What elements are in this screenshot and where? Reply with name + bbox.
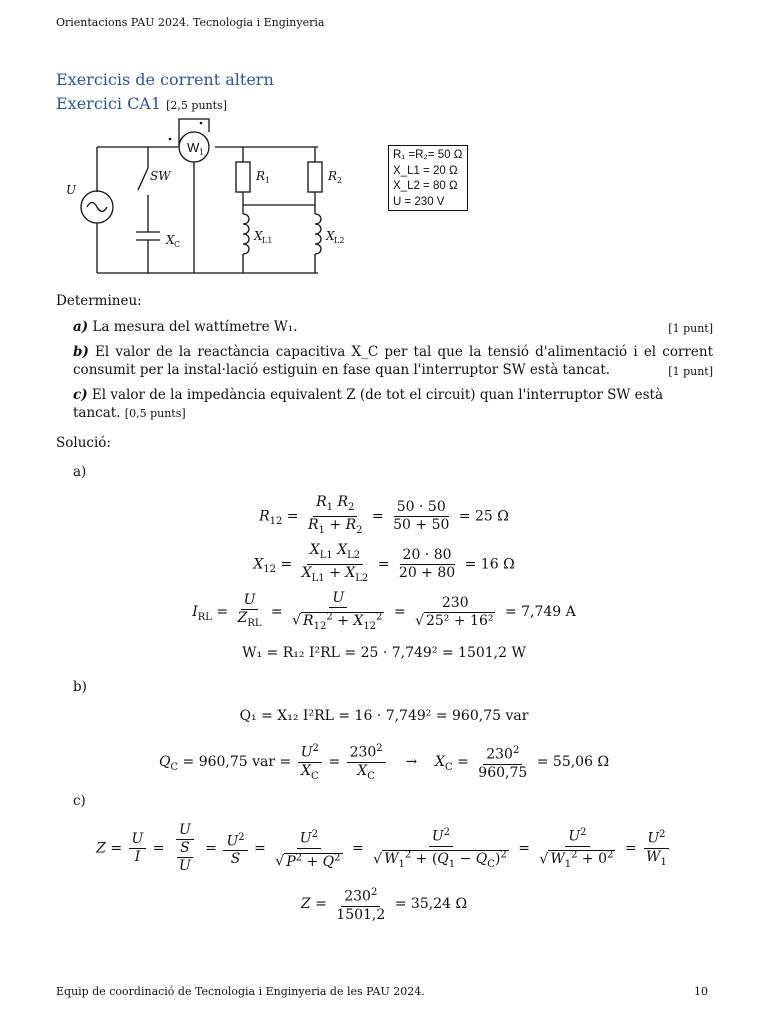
l2-label-sub: L2: [334, 236, 345, 245]
circuit-diagram: [60, 110, 360, 280]
given-xl1: X_L1 = 20 Ω: [393, 164, 458, 177]
capacitor-symbol: [136, 232, 160, 240]
x12-result: = 16 Ω: [464, 556, 515, 573]
resistor-r1: [236, 162, 250, 192]
switch-label: SW: [150, 169, 171, 183]
task-item-c: [73, 386, 713, 423]
equation-z-derivation: Z = $\frac{U}{I}$ = $\frac{U}{\frac{S}{U}}$ = $\frac{U^2}{S}$ = $\frac{U^2}{√ P^2 + Q^2}$ = $\frac{U^2}{√ W_1^2 + (Q_1 - Q_C)^2}$ = $\frac{U^2}{√ W_1^2 + 0^2}$ = $\frac{U^2}{W_1}$: [96, 822, 667, 874]
exercise-points: [2,5 punts]: [166, 99, 227, 112]
task-a-text: La mesura del wattímetre W₁.: [92, 319, 298, 335]
resistor-r2: [308, 162, 322, 192]
capacitor-label-sub: C: [174, 240, 181, 249]
given-r: R₁ =R₂= 50 Ω: [393, 149, 463, 161]
part-a-label: a): [73, 464, 87, 480]
equation-w1: W₁ = R₁₂ I²RL = 25 · 7,749² = 1501,2 W: [242, 645, 526, 661]
equation-z-result: Z = $\frac{230^2}{1501,2}$ = 35,24 Ω: [0, 884, 768, 924]
task-a-letter: a): [73, 319, 89, 335]
task-item-a: [73, 318, 713, 336]
wattmeter-label-sub: 1: [199, 148, 205, 157]
capacitor-label: X: [166, 233, 175, 247]
solution-title: Solució:: [56, 435, 111, 451]
r1-label: R: [256, 169, 266, 183]
wattmeter-label: W: [187, 140, 200, 155]
task-item-b: [73, 343, 713, 379]
task-intro: Determineu:: [56, 293, 142, 309]
task-b-letter: b): [73, 344, 89, 360]
equation-r12: $R_{12}$ = $\frac{R_1 R_2}{R_1 + R_2}$ = $\frac{50 \cdot 50}{50 + 50}$ = 25 Ω: [259, 494, 509, 536]
exercise-title-text: Exercici CA1: [56, 94, 162, 113]
page-number: 10: [694, 985, 708, 998]
l1-label-sub: L1: [262, 236, 273, 245]
source-label: U: [66, 183, 77, 197]
r2-label-sub: 2: [337, 176, 343, 185]
given-u: U = 230 V: [393, 195, 445, 208]
task-b-points: [1 punt]: [668, 365, 713, 378]
r2-label: R: [328, 169, 338, 183]
page-header: Orientacions PAU 2024. Tecnologia i Enginyeria: [56, 16, 325, 29]
task-c-text: El valor de la impedància equivalent Z (de tot el circuit) quan l'interruptor SW està tancat.: [73, 387, 663, 421]
footer-text: Equip de coordinació de Tecnologia i Enginyeria de les PAU 2024.: [56, 985, 425, 998]
switch-blade: [138, 168, 148, 190]
l1-label: X: [254, 229, 263, 243]
part-b-label: b): [73, 679, 87, 695]
task-c-points: [0,5 punts]: [124, 407, 186, 420]
irl-result: = 7,749 A: [504, 604, 576, 621]
inductor-l1: [243, 214, 249, 254]
task-b-text: El valor de la reactància capacitiva X_C per tal que la tensió d'alimentació i el corrent consumit per la instal·lació estiguin en fase quan l'interruptor SW està tancat.: [73, 344, 713, 378]
ac-wave-icon: [87, 203, 107, 212]
l2-label: X: [326, 229, 335, 243]
task-a-points: [1 punt]: [668, 322, 713, 335]
given-values-box: [388, 145, 468, 211]
inductor-l2: [315, 214, 321, 254]
section-title: Exercicis de corrent altern: [56, 70, 274, 89]
z-result: = 35,24 Ω: [394, 895, 468, 912]
part-c-label: c): [73, 793, 86, 809]
given-xl2: X_L2 = 80 Ω: [393, 180, 458, 192]
equation-xc: $Q_C = 960,75$ var = $\frac{U^2}{X_C}$ = $\frac{230^2}{X_C}$ → $X_C$ = $\frac{230^2}{960,75}$ = 55,06 Ω: [0, 740, 768, 784]
equation-q1: Q₁ = X₁₂ I²RL = 16 · 7,749² = 960,75 var: [239, 708, 529, 724]
r12-result: = 25 Ω: [458, 508, 509, 525]
equation-x12: $X_{12}$ = $\frac{X_{L1} X_{L2}}{X_{L1} + X_{L2}}$ = $\frac{20 \cdot 80}{20 + 80}$ = 16 Ω: [253, 542, 515, 584]
r1-label-sub: 1: [265, 176, 271, 185]
xc-result: = 55,06 Ω: [536, 754, 610, 771]
task-c-letter: c): [73, 387, 88, 403]
equation-irl: $I_{RL}$ = $\frac{U}{Z_{RL}}$ = $\frac{U}{√ R_{12}^2 + X_{12}^2}$ = $\frac{230}{\text{√ 25² + 16²}}$ = 7,749 A: [192, 590, 576, 632]
